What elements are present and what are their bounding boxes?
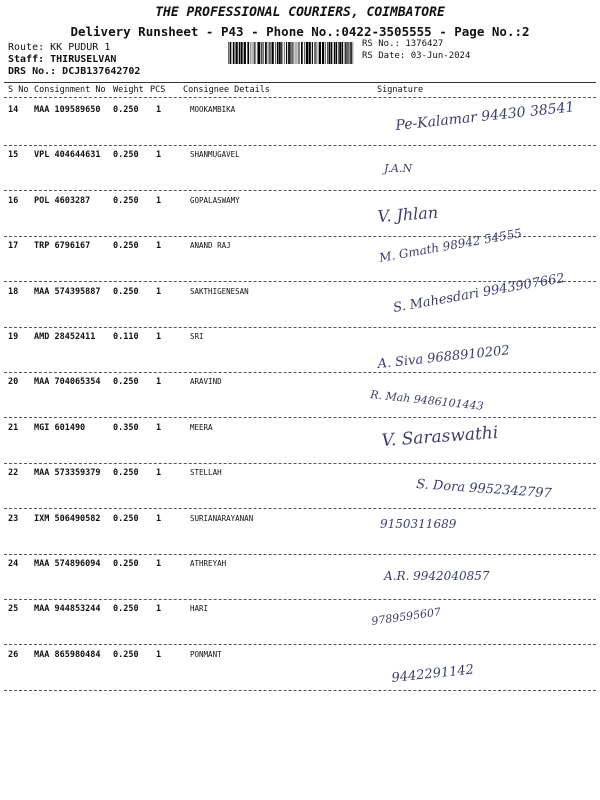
- signature-3: V. Jhlan: [376, 202, 439, 226]
- col-weight: Weight: [113, 85, 144, 95]
- meta-left: [8, 42, 140, 78]
- cell-wt: 0.250: [113, 559, 139, 569]
- row-divider: [4, 463, 596, 464]
- cell-cons: AMD 28452411: [34, 332, 96, 342]
- cell-sno: 22: [8, 468, 19, 479]
- cell-sno: 15: [8, 150, 19, 161]
- cell-name: SHANMUGAVEL: [190, 150, 240, 160]
- col-signature: Signature: [377, 85, 424, 95]
- cell-pcs: 1: [156, 377, 162, 388]
- table-row: [0, 650, 600, 695]
- row-divider: [4, 145, 596, 146]
- cell-wt: 0.250: [113, 286, 139, 297]
- signature-8: V. Saraswathi: [380, 422, 499, 451]
- cell-name: HARI: [190, 604, 209, 614]
- cell-pcs: 1: [156, 150, 162, 161]
- cell-sno: 16: [8, 195, 19, 206]
- table-header-rule: [4, 97, 596, 98]
- cell-sno: 23: [8, 513, 19, 524]
- cell-name: MOOKAMBIKA: [190, 105, 236, 114]
- signature-7: R. Mah 9486101443: [369, 388, 485, 413]
- row-divider: [4, 508, 596, 509]
- barcode-image: [228, 42, 354, 64]
- cell-name: STELLAH: [190, 468, 222, 478]
- cell-name: ANAND RAJ: [190, 241, 231, 251]
- signature-2: J.A.N: [384, 162, 413, 175]
- cell-pcs: 1: [156, 604, 162, 615]
- table-header: [0, 84, 600, 98]
- signature-12: 9789595607: [370, 605, 442, 628]
- row-divider: [4, 599, 596, 600]
- row-divider: [4, 281, 596, 282]
- cell-cons: MAA 704065354: [34, 377, 101, 388]
- table-row: [0, 332, 600, 377]
- cell-wt: 0.250: [113, 105, 139, 115]
- cell-pcs: 1: [156, 468, 162, 479]
- drs-label: DRS No.: DCJB137642702: [8, 66, 141, 77]
- cell-sno: 19: [8, 332, 19, 342]
- cell-pcs: 1: [156, 105, 162, 115]
- row-divider: [4, 236, 596, 237]
- cell-cons: MAA 944853244: [34, 604, 101, 615]
- cell-name: ARAVIND: [190, 377, 222, 387]
- row-divider: [4, 327, 596, 328]
- cell-name: SRI: [190, 332, 204, 341]
- runsheet-subtitle: Delivery Runsheet - P43 - Phone No.:0422-3505555 - Page No.:2: [70, 24, 530, 39]
- signature-1: Pe-Kalamar 94430 38541: [394, 99, 576, 134]
- signature-6: A. Siva 9688910202: [376, 343, 511, 372]
- route-label: Route: KK PUDUR 1: [8, 42, 111, 53]
- col-consignment: Consignment No: [34, 85, 106, 95]
- cell-wt: 0.250: [113, 649, 139, 660]
- cell-wt: 0.250: [113, 604, 139, 615]
- cell-sno: 26: [8, 649, 19, 660]
- cell-pcs: 1: [156, 649, 162, 660]
- cell-cons: MAA 109589650: [34, 105, 101, 115]
- cell-cons: MAA 573359379: [34, 468, 101, 479]
- row-divider: [4, 644, 596, 645]
- table-row: [0, 468, 600, 513]
- cell-name: SAKTHIGENESAN: [190, 286, 249, 296]
- col-sno: S No: [8, 85, 29, 95]
- row-divider: [4, 190, 596, 191]
- table-row: [0, 423, 600, 468]
- cell-sno: 25: [8, 604, 19, 615]
- staff-label: Staff: THIRUSELVAN: [8, 54, 117, 65]
- signature-11: A.R. 9942040857: [384, 569, 490, 583]
- table-top-rule: [4, 82, 596, 83]
- cell-wt: 0.250: [113, 150, 139, 161]
- cell-cons: MAA 574896094: [34, 559, 101, 569]
- cell-name: GOPALASWAMY: [190, 195, 240, 205]
- cell-name: PONMANT: [190, 649, 222, 659]
- company-title: THE PROFESSIONAL COURIERS, COIMBATORE: [155, 5, 445, 20]
- cell-wt: 0.250: [113, 195, 139, 206]
- cell-pcs: 1: [156, 513, 162, 524]
- signature-5: S. Mahesdari 9943907662: [392, 270, 566, 316]
- table-row: [0, 287, 600, 332]
- cell-wt: 0.350: [113, 422, 139, 433]
- table-row: [0, 514, 600, 559]
- cell-cons: MAA 574395887: [34, 286, 101, 297]
- table-row: [0, 196, 600, 241]
- cell-name: MEERA: [190, 422, 213, 432]
- cell-wt: 0.250: [113, 377, 139, 388]
- signature-9: S. Dora 9952342797: [415, 477, 553, 502]
- rs-no-label: RS No.: 1376427: [362, 39, 444, 49]
- cell-cons: IXM 506490582: [34, 513, 101, 524]
- cell-wt: 0.250: [113, 513, 139, 524]
- cell-name: ATHREYAH: [190, 559, 227, 568]
- meta-right: [362, 38, 470, 62]
- cell-sno: 20: [8, 377, 19, 388]
- signature-4: M. Gmath 98942 54555: [378, 226, 523, 265]
- cell-wt: 0.110: [113, 332, 139, 342]
- table-row: [0, 604, 600, 649]
- signature-10: 9150311689: [380, 517, 457, 531]
- cell-cons: MGI 601490: [34, 422, 86, 433]
- table-row: [0, 377, 600, 422]
- signature-13: 9442291142: [390, 662, 475, 686]
- table-row: [0, 559, 600, 604]
- cell-sno: 21: [8, 422, 19, 433]
- cell-pcs: 1: [156, 286, 162, 297]
- table-row: [0, 105, 600, 150]
- cell-cons: POL 4603287: [34, 195, 91, 206]
- cell-pcs: 1: [156, 332, 162, 342]
- rs-date-label: RS Date: 03-Jun-2024: [362, 51, 471, 61]
- cell-pcs: 1: [156, 241, 162, 252]
- row-divider: [4, 417, 596, 418]
- table-row: [0, 150, 600, 195]
- cell-sno: 14: [8, 105, 19, 115]
- cell-pcs: 1: [156, 422, 162, 433]
- cell-cons: MAA 865980484: [34, 649, 101, 660]
- row-divider: [4, 554, 596, 555]
- col-pcs: PCS: [150, 85, 166, 95]
- cell-name: SURIANARAYANAN: [190, 513, 254, 523]
- cell-wt: 0.250: [113, 468, 139, 479]
- cell-wt: 0.250: [113, 241, 139, 252]
- cell-pcs: 1: [156, 195, 162, 206]
- table-row: [0, 241, 600, 286]
- cell-sno: 24: [8, 559, 19, 569]
- cell-cons: TRP 6796167: [34, 241, 91, 252]
- cell-cons: VPL 404644631: [34, 150, 101, 161]
- cell-sno: 17: [8, 241, 19, 252]
- col-consignee: Consignee Details: [183, 85, 270, 95]
- row-divider: [4, 690, 596, 691]
- cell-sno: 18: [8, 286, 19, 297]
- cell-pcs: 1: [156, 559, 162, 569]
- row-divider: [4, 372, 596, 373]
